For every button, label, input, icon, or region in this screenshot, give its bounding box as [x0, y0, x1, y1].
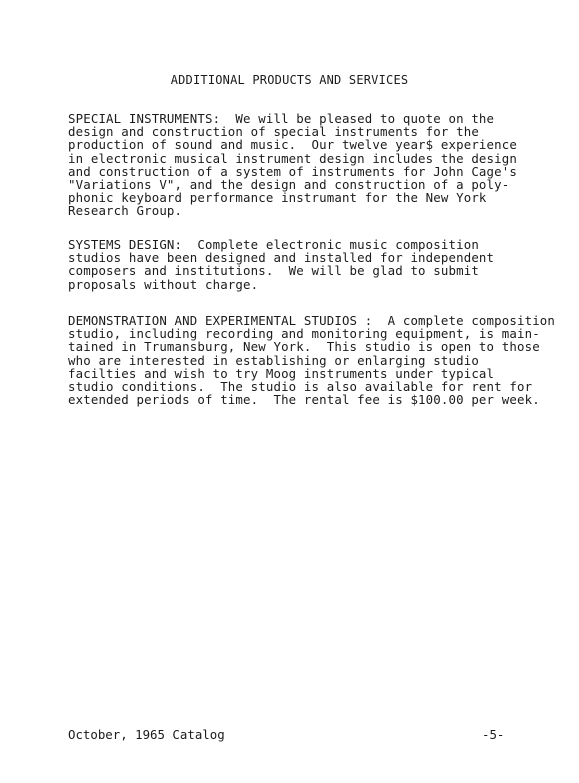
systems-design-section [68, 238, 568, 291]
text-line: studio, including recording and monitoring equipment, is main- [68, 326, 540, 342]
text-line: production of sound and music. Our twelve year$ experience [68, 137, 517, 153]
page-number: -5- [482, 727, 505, 742]
text-line: proposals without charge. [68, 276, 259, 292]
text-line: extended periods of time. The rental fee is $100.00 per week. [68, 392, 540, 408]
text-line: studio conditions. The studio is also available for rent for [68, 379, 533, 395]
text-line: Research Group. [68, 203, 183, 219]
text-line: SPECIAL INSTRUMENTS: We will be pleased to quote on the [68, 111, 495, 126]
text-line: phonic keyboard performance instrumant for the New York [68, 190, 487, 206]
text-line: and construction of a system of instruments for John Cage's [68, 163, 517, 179]
text-line: DEMONSTRATION AND EXPERIMENTAL STUDIOS : A complete composition [68, 313, 556, 328]
text-line: SYSTEMS DESIGN: Complete electronic music composition [68, 237, 479, 252]
text-line: facilties and wish to try Moog instruments under typical [68, 365, 495, 381]
demonstration-studios-section [68, 314, 568, 406]
page-heading: ADDITIONAL PRODUCTS AND SERVICES [170, 73, 409, 87]
text-line: composers and institutions. We will be glad to submit [68, 263, 479, 279]
text-line: studios have been designed and installed for independent [68, 250, 495, 266]
text-line: tained in Trumansburg, New York. This studio is open to those [68, 339, 540, 355]
text-line: who are interested in establishing or enlarging studio [68, 352, 479, 368]
text-line: design and construction of special instruments for the [68, 124, 479, 140]
text-line: "Variations V", and the design and construction of a poly- [68, 177, 510, 193]
footer-catalog-date: October, 1965 Catalog [68, 727, 225, 742]
special-instruments-section [68, 112, 568, 218]
text-line: in electronic musical instrument design includes the design [68, 150, 517, 166]
